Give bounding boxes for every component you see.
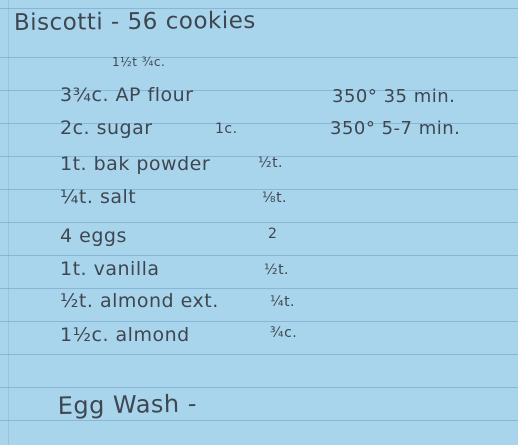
margin-line [8, 0, 9, 445]
ingredient-sugar: 2c. sugar [60, 117, 153, 139]
ingredient-eggs: 4 eggs [60, 225, 127, 247]
ingredient-salt: ¼t. salt [60, 186, 137, 208]
ingredient-eggs-alt: 2 [268, 226, 278, 242]
bake-instruction-second: 350° 5-7 min. [330, 118, 461, 139]
bake-instruction-first: 350° 35 min. [332, 86, 456, 107]
ingredient-baking-powder-alt: ½t. [258, 155, 284, 171]
ingredient-almond-extract: ½t. almond ext. [60, 290, 219, 312]
ingredient-almond-extract-alt: ¼t. [270, 294, 296, 310]
ingredient-sugar-alt: 1c. [215, 121, 238, 137]
ingredient-vanilla-alt: ½t. [264, 262, 290, 278]
ingredient-vanilla: 1t. vanilla [60, 258, 160, 280]
recipe-title: Biscotti - 56 cookies [13, 7, 256, 37]
ingredient-almond: 1½c. almond [60, 324, 190, 346]
ingredient-salt-alt: ⅛t. [262, 190, 288, 206]
ingredient-baking-powder: 1t. bak powder [60, 153, 211, 175]
quantity-note: 1½t ¾c. [112, 55, 166, 69]
ingredient-flour: 3¾c. AP flour [60, 84, 194, 106]
egg-wash-heading: Egg Wash - [57, 389, 198, 420]
ingredient-almond-alt: ¾c. [270, 325, 298, 341]
